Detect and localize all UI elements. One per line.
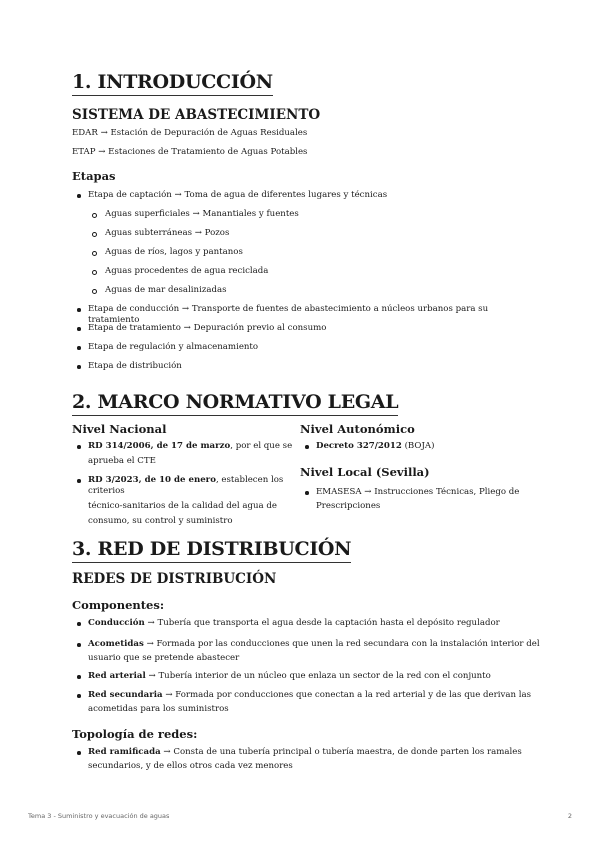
componentes-heading: Componentes: <box>72 598 165 612</box>
list-item: Etapa de tratamiento → Depuración previo al consumo <box>72 323 326 334</box>
section-3-subtitle: REDES DE DISTRIBUCIÓN <box>72 571 277 587</box>
section-3-title-wrap <box>72 537 351 563</box>
sub-list-item: Aguas de mar desalinizadas <box>72 285 227 296</box>
componentes-list-4 <box>72 690 542 715</box>
list-item <box>300 441 530 452</box>
section-3-title: 3. RED DE DISTRIBUCIÓN <box>72 537 351 563</box>
list-item <box>300 487 530 512</box>
topologia-heading-wrap <box>72 726 197 742</box>
sub-list-item: Aguas de ríos, lagos y pantanos <box>72 247 243 258</box>
sub-list-item: Aguas superficiales → Manantiales y fuentes <box>72 209 299 220</box>
law-desc: aprueba el CTE <box>88 456 156 466</box>
term: Red arterial <box>88 671 146 681</box>
list-item <box>72 690 542 715</box>
captacion-sublist <box>72 209 299 220</box>
law-desc: consumo, su control y suministro <box>88 516 233 526</box>
law-desc: (BOJA) <box>401 441 435 451</box>
intro-line: EDAR → Estación de Depuración de Aguas Residuales <box>72 128 308 138</box>
nacional-heading-wrap <box>72 421 166 437</box>
law-desc: , establecen los criterios <box>88 475 284 496</box>
definition: → Formada por las conducciones que unen la red secundara con la instalación interior del <box>143 639 540 649</box>
section-1-title: 1. INTRODUCCIÓN <box>72 70 273 96</box>
componentes-heading-wrap <box>72 597 164 613</box>
captacion-sublist-5 <box>72 285 227 296</box>
definition: usuario que se pretende abastecer <box>88 653 240 663</box>
local-line: Prescripciones <box>316 501 381 511</box>
captacion-sublist-2 <box>72 228 229 239</box>
etapas-heading: Etapas <box>72 169 116 183</box>
etapas-list-3 <box>72 323 326 334</box>
captacion-sublist-4 <box>72 266 268 277</box>
term: Red ramificada <box>88 747 161 757</box>
list-item <box>72 441 302 467</box>
topologia-list <box>72 747 542 772</box>
section-1-intro <box>72 128 307 139</box>
list-item: Etapa de distribución <box>72 361 182 372</box>
term: Red secundaria <box>88 690 163 700</box>
law-name: RD 3/2023, de 10 de enero <box>88 475 216 485</box>
sub-list-item: Aguas subterráneas → Pozos <box>72 228 229 239</box>
definition: acometidas para los suministros <box>88 704 229 714</box>
footer-title: Tema 3 - Suministro y evacuación de aguas <box>28 812 170 820</box>
section-1-title-wrap <box>72 70 273 96</box>
section-2-title-wrap <box>72 390 398 416</box>
list-item <box>72 618 542 629</box>
list-item <box>72 671 542 682</box>
autonomico-list <box>300 441 530 452</box>
list-item <box>72 747 542 772</box>
nacional-heading: Nivel Nacional <box>72 422 167 436</box>
section-2-title: 2. MARCO NORMATIVO LEGAL <box>72 390 398 416</box>
law-name: RD 314/2006, de 17 de marzo <box>88 441 231 451</box>
page-footer <box>28 812 572 820</box>
nacional-list <box>72 441 302 467</box>
page-number: 2 <box>567 812 572 820</box>
list-item <box>72 639 542 664</box>
list-item-text: Etapa de captación → Toma de agua de diferentes lugares y técnicas <box>88 190 388 200</box>
etapas-list-4 <box>72 342 258 353</box>
section-1-subtitle-wrap <box>72 106 320 124</box>
etapas-list-5 <box>72 361 182 372</box>
local-line: EMASESA → Instrucciones Técnicas, Pliego de <box>316 487 520 497</box>
autonomico-heading-wrap <box>300 421 415 437</box>
law-desc: técnico-sanitarios de la calidad del agua de <box>88 501 277 511</box>
componentes-list-2 <box>72 639 542 664</box>
topologia-heading: Topología de redes: <box>72 727 198 741</box>
etapas-heading-wrap <box>72 168 116 184</box>
definition: → Tubería que transporta el agua desde la captación hasta el depósito regulador <box>144 618 500 628</box>
law-name: Decreto 327/2012 <box>316 441 402 451</box>
law-desc: , por el que se <box>230 441 293 451</box>
etapas-list <box>72 190 542 201</box>
local-list <box>300 487 530 512</box>
nacional-list-2 <box>72 475 302 527</box>
section-1-intro-2 <box>72 147 307 158</box>
list-item: Etapa de conducción → Transporte de fuentes de abastecimiento a núcleos urbanos para su tratamiento <box>72 304 542 326</box>
componentes-list <box>72 618 542 629</box>
definition: → Tubería interior de un núcleo que enlaza un sector de la red con el conjunto <box>145 671 491 681</box>
definition: → Formada por conducciones que conectan a la red arterial y de las que derivan las <box>162 690 532 700</box>
section-1-subtitle: SISTEMA DE ABASTECIMIENTO <box>72 107 321 123</box>
list-item <box>72 475 302 527</box>
list-item: Etapa de regulación y almacenamiento <box>72 342 258 353</box>
term: Acometidas <box>88 639 144 649</box>
local-heading-wrap <box>300 464 430 480</box>
local-heading: Nivel Local (Sevilla) <box>300 465 430 479</box>
captacion-sublist-3 <box>72 247 243 258</box>
list-item <box>72 190 542 201</box>
section-3-subtitle-wrap <box>72 570 276 588</box>
intro-line: ETAP → Estaciones de Tratamiento de Aguas Potables <box>72 147 308 157</box>
sub-list-item: Aguas procedentes de agua reciclada <box>72 266 268 277</box>
definition: secundarios, y de ellos otros cada vez menores <box>88 761 293 771</box>
term: Conducción <box>88 618 145 628</box>
componentes-list-3 <box>72 671 542 682</box>
definition: → Consta de una tubería principal o tubería maestra, de donde parten los ramales <box>160 747 522 757</box>
autonomico-heading: Nivel Autonómico <box>300 422 415 436</box>
